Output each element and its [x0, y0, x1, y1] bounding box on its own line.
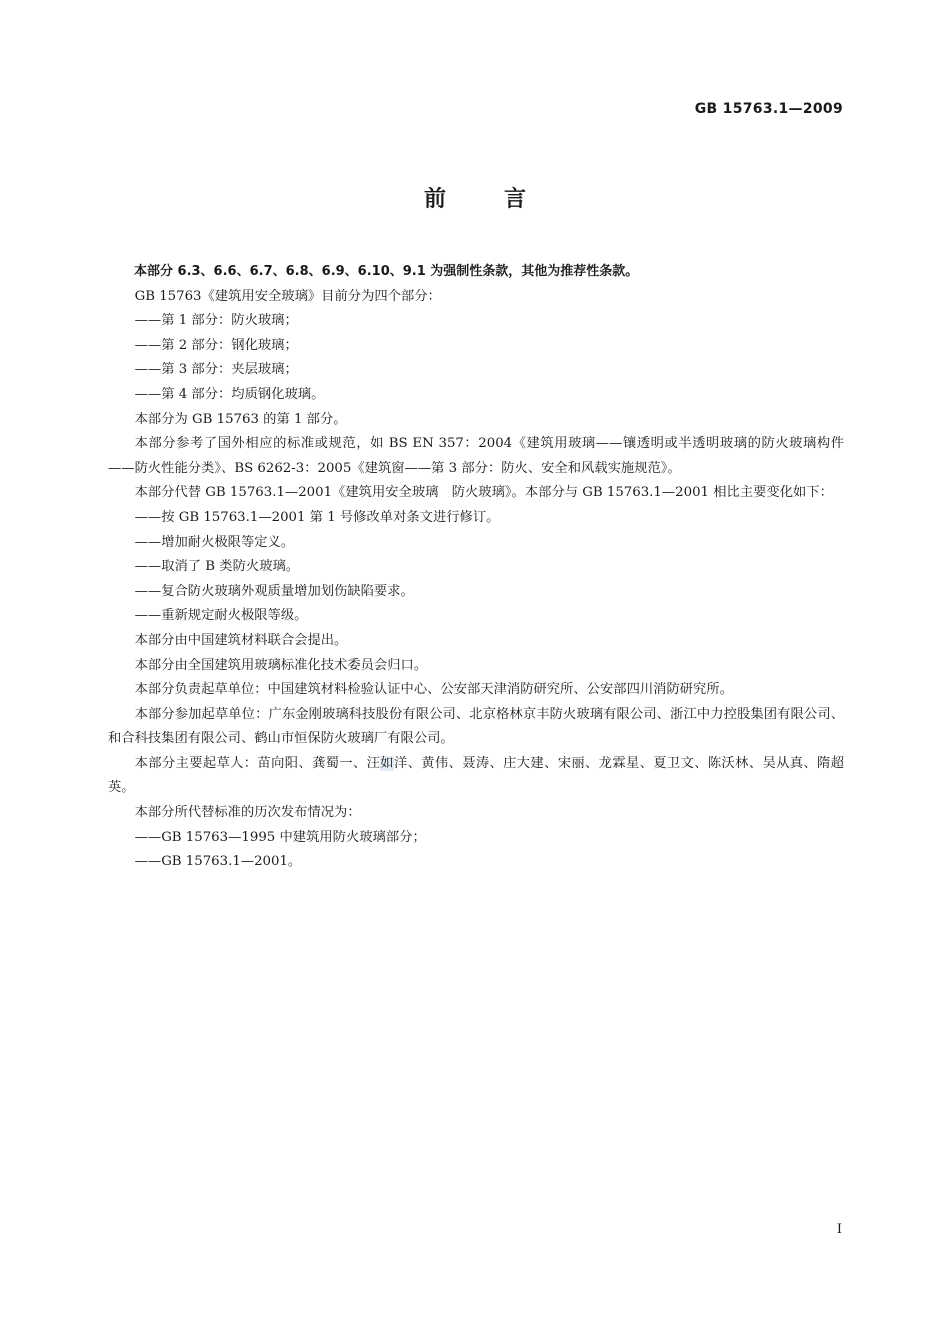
- committee-paragraph: 本部分由全国建筑用玻璃标准化技术委员会归口。: [134, 657, 428, 673]
- replacement-paragraph: 本部分代替 GB 15763.1—2001《建筑用安全玻璃 防火玻璃》。本部分与 GB 15763.1—2001 相比主要变化如下：: [134, 485, 833, 501]
- part-list-item: ——第 1 部分：防火玻璃；: [134, 313, 298, 329]
- drafters-text-start: 本部分主要起草人：苗向阳、龚蜀一、汪: [134, 755, 381, 771]
- part-list-item: ——第 2 部分：钢化玻璃；: [134, 337, 298, 353]
- page-title: 前言: [423, 187, 584, 212]
- lead-drafting-units-paragraph: 本部分负责起草单位：中国建筑材料检验认证中心、公安部天津消防研究所、公安部四川消防研究所。: [134, 682, 733, 698]
- participating-units-paragraph: 本部分参加起草单位：广东金刚玻璃科技股份有限公司、北京格林京丰防火玻璃有限公司、浙江中力控股集团有限公司、和合科技集团有限公司、鹤山市恒保防火玻璃厂有限公司。: [108, 706, 844, 747]
- standard-code: GB 15763.1—2009: [694, 101, 843, 117]
- part-list-item: ——第 4 部分：均质钢化玻璃。: [134, 386, 325, 402]
- history-list-item: ——GB 15763.1—2001。: [134, 854, 302, 870]
- change-list-item: ——取消了 B 类防火玻璃。: [134, 559, 300, 575]
- page-number: I: [836, 1222, 842, 1237]
- change-list-item: ——按 GB 15763.1—2001 第 1 号修改单对条文进行修订。: [134, 509, 500, 525]
- references-paragraph: 本部分参考了国外相应的标准或规范，如 BS EN 357：2004《建筑用玻璃——镶透明或半透明玻璃的防火玻璃构件——防火性能分类》、BS 6262-3：2005《建筑窗——第 3 部分：防火、安全和风载实施规范》。: [108, 436, 844, 476]
- proposer-paragraph: 本部分由中国建筑材料联合会提出。: [134, 632, 348, 648]
- foreword-body: [108, 260, 844, 875]
- history-list-item: ——GB 15763—1995 中建筑用防火玻璃部分；: [134, 829, 426, 845]
- change-list-item: ——增加耐火极限等定义。: [134, 534, 295, 550]
- drafters-text-highlight: 如: [380, 755, 394, 771]
- part-statement-paragraph: 本部分为 GB 15763 的第 1 部分。: [134, 411, 347, 427]
- drafters-text-end: 洋、黄伟、聂涛、庄大建、宋丽、龙霖星、夏卫文、陈沃林、吴从真、隋超英。: [108, 755, 845, 796]
- change-list-item: ——复合防火玻璃外观质量增加划伤缺陷要求。: [134, 583, 414, 599]
- parts-intro-paragraph: GB 15763《建筑用安全玻璃》目前分为四个部分：: [134, 288, 441, 304]
- change-list-item: ——重新规定耐火极限等级。: [134, 608, 308, 624]
- mandatory-clauses-paragraph: 本部分 6.3、6.6、6.7、6.8、6.9、6.10、9.1 为强制性条款，其他为推荐性条款。: [134, 264, 639, 279]
- drafters-paragraph: [108, 752, 844, 801]
- history-intro-paragraph: 本部分所代替标准的历次发布情况为：: [134, 805, 361, 821]
- part-list-item: ——第 3 部分：夹层玻璃；: [134, 362, 298, 378]
